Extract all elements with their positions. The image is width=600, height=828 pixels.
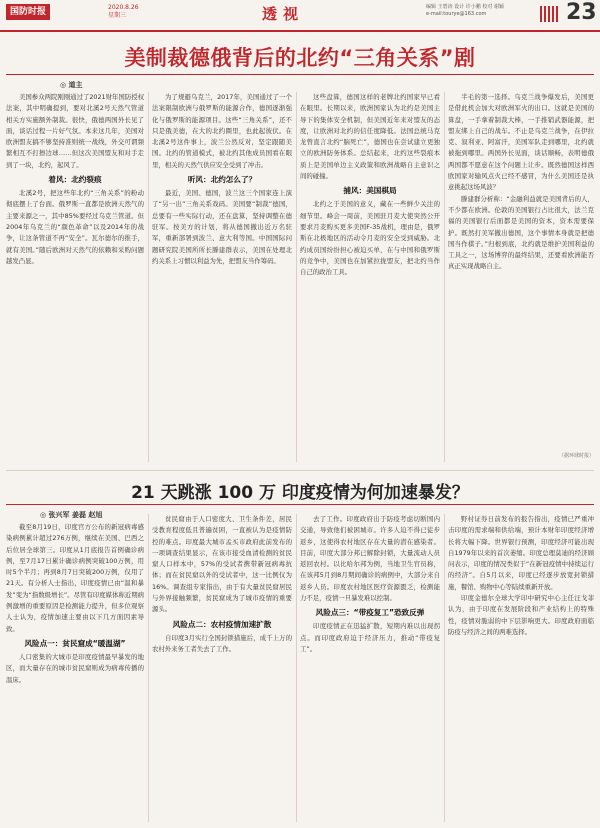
article2-col1b-text: 人口密集的大城市是印度疫情最早暴发的地区，而大量存在的城市贫民窟则成为病毒传播的温床。 [6, 652, 144, 684]
article2-headline: 21 天跳涨 100 万 印度疫情为何加速暴发？ [131, 483, 469, 503]
column-divider [444, 514, 445, 822]
article2-column-3 [300, 514, 440, 822]
column-divider [148, 92, 149, 462]
article2-col2-text: 贫民窟由于人口密度大、卫生条件差，居民受教育程度低且普遍贫困，一直被认为是疫情防控的难点。印度最大城市孟买市政府此前发布的一项调查结果显示，在该市接受血清检测的贫民窟人口样本中，57%的受试者携带新冠病毒抗体；而在贫民窟以外的受试者中，这一比例仅为16%。调查组专家指出，由于有大量贫民窟居民与外界接触频繁，贫民窟成为了城市疫情的重要源头。 [152, 515, 292, 614]
article2-col2b-text: 自印度3月实行全国封锁措施后，成千上万的农村外来务工者失去了工作。 [152, 633, 292, 653]
article2-byline: ◎ 张兴军 姜磊 赵旭 [40, 511, 103, 519]
article2-subhead-2: 风险点二：农村疫情加速扩散 [172, 619, 272, 629]
weekday-text: 星期三 [108, 12, 127, 19]
article2-col3-text: 去了工作。印度政府出于防疫考虑切断国内交通，导致他们被困城市。许多人迫不得已徒步返乡，这使得农村地区存在大量的潜在感染者。目前，印度大部分邦已解除封锁，大量流动人员返回农村。以比哈尔邦为例，当地卫生官员称，在该邦5月到8月期间确诊的病例中，大部分来自返乡人员。印度农村地区医疗资源匮乏，检测能力不足，疫情一旦暴发难以控制。 [300, 515, 440, 603]
date-text: 2020.8.26 [108, 4, 139, 11]
article1-column-4 [448, 92, 594, 450]
editors-line: 编辑 王碧涛 设计 许小鹏 校对 谢颖 [426, 4, 504, 10]
article1-col1-text: 美国参众两院刚刚通过了2021财年国防授权法案，其中明确提到，要对北溪2号天然气管道相关方实施额外制裁。很快，俄德两国外长见了面，谈话过程一片好气氛。本来这几年，美国对欧洲盟友搞不够坚持准则统一战线，外交可谓频繁相互不打擦边球……但这次美国盟友和对手走到了一块，北约，起风了。 [6, 93, 144, 169]
article2-column-4 [448, 514, 594, 822]
article1-col3b-text: 北约之于美国的意义，藏在一些鲜少关注的细节里。峰会一周前，美国驻月麦大使突然公开要求月麦购买更多美国F-35战机，理由是，俄罗斯在北极地区的活动令月麦的安全受到威胁。北约成员国纷纷担心被迫买单，在与中国和俄罗斯的竞争中，美国也在加紧拉拢盟友，把北约当作自己的政治工具。 [300, 200, 440, 277]
article1-credit: （据环球时报） [558, 453, 594, 459]
article1-column-2 [152, 92, 292, 462]
article1-col4-text: 半毛的第一选择。乌克兰战争爆发后，美国更是借此机会加大对欧洲军火的出口。这就是美国的算盘，一手拿着制裁大棒，一手推销武器能源，把盟友绑上自己的战车。不止是乌克兰战争，在伊拉克、叙利亚、阿富汗，美国军队走到哪里，北约就被拖到哪里。两国外长见面，谈话顺畅，表明德俄两国都不愿意在这个问题上让步。既然德国这样西欧国家对输风点火已经不感冒，为什么美国还是执意挑起这场风波？ [448, 93, 594, 192]
issue-date [108, 4, 139, 20]
article-separator [6, 470, 594, 471]
article1-subhead-3: 捕风：美国棋局 [343, 186, 397, 196]
article1-subhead-2: 听风：北约怎么了？ [187, 175, 257, 185]
article2-column-2 [152, 514, 292, 822]
page-number: 23 [566, 0, 597, 25]
article1-column-3 [300, 92, 440, 462]
decorative-stripe [540, 6, 560, 22]
section-title: 透视 [262, 5, 305, 23]
headline-divider [6, 504, 594, 505]
article1-column-1 [6, 92, 144, 462]
article1-byline: ◎ 道主 [60, 81, 83, 89]
email-line: e-mail:tourye@163.com [426, 11, 487, 17]
article1-col2-text: 为了规避乌克兰，2017年，美国通过了一个法案限制欧洲与俄罗斯的能源合作，德国逐渐强化与俄罗斯的能源项目。这些“三角关系”，还不只是俄美德，在大的北约圈里，也此起彼伏。在北溪2号这件事上，波兰公然反对，坚定跟随美国。北约的管道模式，被北约其他成员国看在眼里，相关的天然气供应安全受到了冲击。 [152, 93, 292, 169]
paper-logo: 国防时报 [6, 4, 50, 20]
column-divider [148, 514, 149, 822]
column-divider [296, 92, 297, 462]
article1-col3-text: 这些盘算，德国这样的老牌北约国家早已看在眼里。长期以来，欧洲国家认为北约是美国主导下的集体安全机制，但美国近年来对盟友的态度，让欧洲对北约的信任度降低。法国总统马克龙曾直言北约“脑死亡”，德国也在尝试建立更独立的欧洲防务体系。总结起来，北约这些裂痕本质上是美国单边主义政策和欧洲战略自主意识之间的碰撞。 [300, 93, 440, 181]
article2-subhead-3: 风险点三：“带疫复工”恐致反弹 [315, 608, 425, 618]
article1-headline: 美制裁德俄背后的北约“三角关系”剧 [124, 46, 476, 70]
column-divider [296, 514, 297, 822]
headline-divider [6, 74, 594, 75]
article1-col1b-text: 北溪2号，把这些年北约“三角关系”的粉动彻底摆上了台面。俄罗斯一直都是欧洲天然气的主要来源之一，其中85%要经过乌克兰管道。但2004年乌克兰的“颜色革命”以及2014年的战争，让这条管道不再“安全”。瓦尔德尔的推手，就有美国。”随后欧洲对天然气的依赖和采购问题越发凸显。 [6, 189, 144, 265]
article2-col1-text: 截至8月19日，印度官方公布的新冠病毒感染病例累计超过276万例，继续在美国、巴西之后位居全球第三。印度从1月底报告首例确诊病例，至7月17日累计确诊病例突破100万例，用时5个半月；再到8月7日突破200万例，仅用了21天。有分析人士指出，印度疫情已由“温和暴发”变为“指数级增长”。尽管有印度媒体称近期病例激增的重要原因是检测能力提升，但多位观察人士认为，疫情加速主要由以下几方面因素导致。 [6, 523, 144, 633]
article1-col2b-text: 最近，美国、德国，波兰这三个国家连上演了“另一出”三角关系戏码。美国要“制裁”德国，总要有一些实际行动，还在盘算，坚持调整在德驻军。按美方的计划，将从德国撤出近万名驻军，重新部署到波兰、意大利等国。中国国际问题研究院美国所所长滕建群表示，美国在处理北约关系上习惯以利益为先，把盟友当作筹码。 [152, 189, 292, 265]
article2-col4b-text: 印度金德尔全球大学印中研究中心主任汪戈菲认为，由于印度在发展阶段和产业结构上的特殊性，疫情对脆弱的中下层影响更大。印度政府面临防疫与经济之间的两难选择。 [448, 594, 594, 636]
editors-info [426, 4, 504, 18]
article1-subhead-1: 着风：北约裂痕 [48, 175, 102, 185]
column-divider [444, 92, 445, 462]
article2-subhead-1: 风险点一：贫民窟成“暖温湖” [24, 638, 126, 648]
article1-col4b-text: 滕建群分析称：“金融利益就是美国背后的人，不少都在欧洲。伦敦的美国银行占比很大，法兰克福的美国银行后面都是美国的资本，资本需要保护。既然打美军撤出德国，这个事情本身就是把德国当作棋子。”归根到底，北约就是维护美国利益的工具之一，这场博弈的最终结果，还要看欧洲能否真正实现战略自主。 [448, 194, 594, 271]
article2-col3b-text: 印度疫情正在迅猛扩散，短期内难以出现拐点。而印度政府迫于经济压力，推动“带疫复工”。 [300, 622, 440, 653]
article2-col4-text: 野村证券日前发布的报告指出，疫情已严重冲击印度的需求端和供给端，预计本财年印度经济增长将大幅下降。世界银行预测，印度经济可能出现自1979年以来的首次萎缩。印度总理莫迪的经济顾问表示，印度的情况类似于“在新冠疫情中持续运行的经济”。自5月以来，印度已经逐步放宽封锁措施，餐馆、购物中心等陆续重新开放。 [448, 515, 594, 591]
article2-column-1 [6, 522, 144, 822]
